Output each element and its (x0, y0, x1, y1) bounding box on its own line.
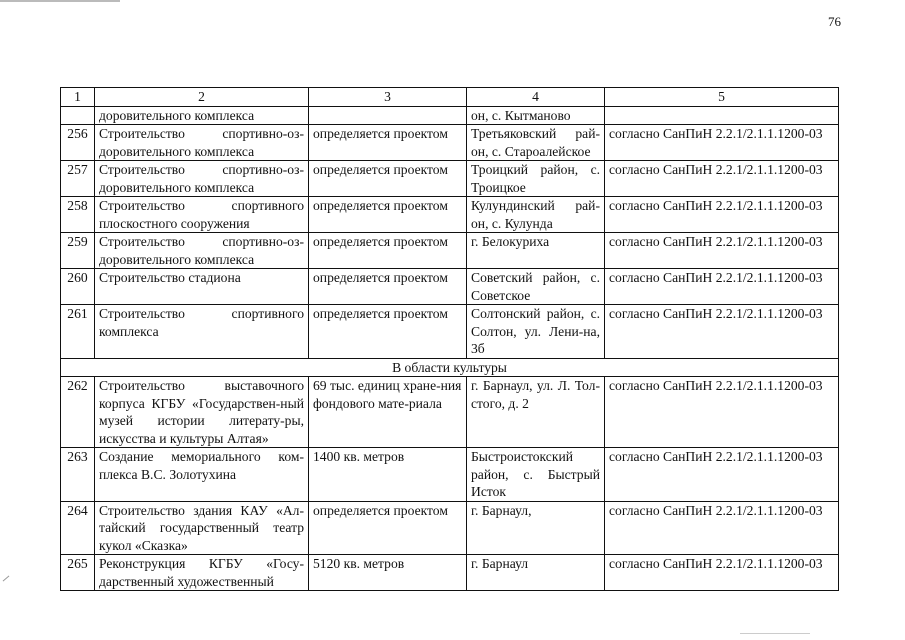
norm-cell: согласно СанПиН 2.2.1/2.1.1.1200-03 (605, 501, 839, 555)
section-header-row (61, 358, 839, 377)
table-row (61, 377, 839, 448)
table-row (61, 197, 839, 233)
table-row (61, 269, 839, 305)
row-number-cell: 257 (61, 161, 95, 197)
scan-artifact (3, 576, 10, 582)
location-cell: г. Барнаул, ул. Л. Тол-стого, д. 2 (467, 377, 605, 448)
object-name-cell: Реконструкция КГБУ «Госу-дарственный художественный (95, 555, 309, 591)
location-cell: г. Барнаул (467, 555, 605, 591)
volume-cell: определяется проектом (309, 125, 467, 161)
object-name-cell: Создание мемориального ком-плекса В.С. Золотухина (95, 448, 309, 502)
objects-table (60, 87, 839, 591)
column-header: 2 (95, 88, 309, 107)
location-cell: Троицкий район, с. Троицкое (467, 161, 605, 197)
row-number-cell: 258 (61, 197, 95, 233)
scan-artifact (740, 633, 810, 634)
location-cell: г. Белокуриха (467, 233, 605, 269)
norm-cell: согласно СанПиН 2.2.1/2.1.1.1200-03 (605, 125, 839, 161)
norm-cell: согласно СанПиН 2.2.1/2.1.1.1200-03 (605, 377, 839, 448)
table-row (61, 305, 839, 359)
row-number-cell: 261 (61, 305, 95, 359)
norm-cell: согласно СанПиН 2.2.1/2.1.1.1200-03 (605, 448, 839, 502)
norm-cell (605, 106, 839, 125)
volume-cell: определяется проектом (309, 305, 467, 359)
row-number-cell: 259 (61, 233, 95, 269)
volume-cell: определяется проектом (309, 501, 467, 555)
row-number-cell: 264 (61, 501, 95, 555)
volume-cell: определяется проектом (309, 161, 467, 197)
location-cell: Солтонский район, с. Солтон, ул. Лени-на, 3б (467, 305, 605, 359)
row-number-cell: 263 (61, 448, 95, 502)
top-scan-rule (0, 0, 120, 2)
object-name-cell: Строительство стадиона (95, 269, 309, 305)
object-name-cell: Строительство спортивно-оз-доровительного комплекса (95, 125, 309, 161)
object-name-cell: Строительство спортивно-оз-доровительного комплекса (95, 161, 309, 197)
table-row (61, 125, 839, 161)
column-header: 1 (61, 88, 95, 107)
norm-cell: согласно СанПиН 2.2.1/2.1.1.1200-03 (605, 161, 839, 197)
norm-cell: согласно СанПиН 2.2.1/2.1.1.1200-03 (605, 269, 839, 305)
volume-cell: 69 тыс. единиц хране-ния фондового мате-риала (309, 377, 467, 448)
location-cell: Быстроистокский район, с. Быстрый Исток (467, 448, 605, 502)
object-name-cell: Строительство спортивного комплекса (95, 305, 309, 359)
volume-cell: 1400 кв. метров (309, 448, 467, 502)
column-header: 3 (309, 88, 467, 107)
row-number-cell: 265 (61, 555, 95, 591)
row-number-cell: 260 (61, 269, 95, 305)
volume-cell: 5120 кв. метров (309, 555, 467, 591)
column-header: 5 (605, 88, 839, 107)
norm-cell: согласно СанПиН 2.2.1/2.1.1.1200-03 (605, 197, 839, 233)
object-name-cell: доровительного комплекса (95, 106, 309, 125)
volume-cell (309, 106, 467, 125)
page-number: 76 (828, 14, 841, 29)
row-number-cell: 256 (61, 125, 95, 161)
table-row (61, 161, 839, 197)
norm-cell: согласно СанПиН 2.2.1/2.1.1.1200-03 (605, 555, 839, 591)
location-cell: г. Барнаул, (467, 501, 605, 555)
norm-cell: согласно СанПиН 2.2.1/2.1.1.1200-03 (605, 233, 839, 269)
object-name-cell: Строительство здания КАУ «Ал-тайский государственный театр кукол «Сказка» (95, 501, 309, 555)
table-row (61, 233, 839, 269)
table-header-row (61, 88, 839, 107)
table-row (61, 501, 839, 555)
row-number-cell (61, 106, 95, 125)
location-cell: Кулундинский рай-он, с. Кулунда (467, 197, 605, 233)
location-cell: Третьяковский рай-он, с. Староалейское (467, 125, 605, 161)
volume-cell: определяется проектом (309, 197, 467, 233)
volume-cell: определяется проектом (309, 269, 467, 305)
table-row (61, 555, 839, 591)
object-name-cell: Строительство выставочного корпуса КГБУ «Государствен-ный музей истории литерату-ры, искусства и культуры Алтая» (95, 377, 309, 448)
row-number-cell: 262 (61, 377, 95, 448)
volume-cell: определяется проектом (309, 233, 467, 269)
object-name-cell: Строительство спортивного плоскостного сооружения (95, 197, 309, 233)
section-title: В области культуры (61, 358, 839, 377)
object-name-cell: Строительство спортивно-оз-доровительного комплекса (95, 233, 309, 269)
location-cell: Советский район, с. Советское (467, 269, 605, 305)
table-continuation-row (61, 106, 839, 125)
location-cell: он, с. Кытманово (467, 106, 605, 125)
table-row (61, 448, 839, 502)
norm-cell: согласно СанПиН 2.2.1/2.1.1.1200-03 (605, 305, 839, 359)
column-header: 4 (467, 88, 605, 107)
